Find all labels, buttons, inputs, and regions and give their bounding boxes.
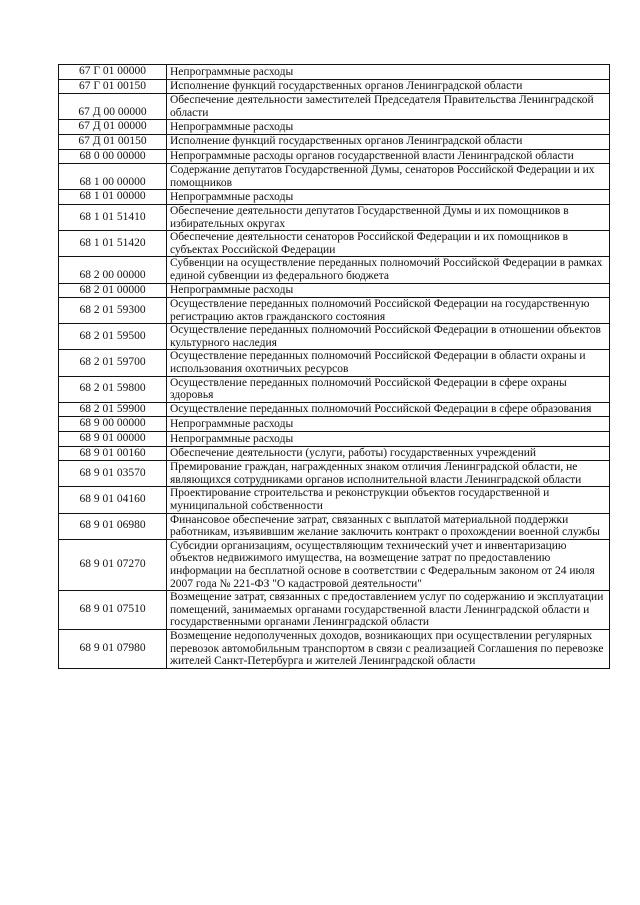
code-cell: 68 9 01 06980 [59, 513, 167, 539]
table-row [59, 94, 610, 120]
budget-classification-table-page [58, 64, 610, 669]
code-cell: 67 Д 01 00000 [59, 120, 167, 135]
table-row [59, 149, 610, 164]
name-cell: Непрограммные расходы [167, 283, 610, 298]
name-cell: Исполнение функций государственных органов Ленинградской области [167, 79, 610, 94]
code-cell: 68 9 01 00160 [59, 446, 167, 461]
table-row [59, 461, 610, 487]
name-cell: Обеспечение деятельности сенаторов Российской Федерации и их помощников в субъектах Российской Федерации [167, 231, 610, 257]
name-cell: Премирование граждан, награжденных знаком отличия Ленинградской области, не являющихся сотрудниками органов исполнительной власти Ленинградской области [167, 461, 610, 487]
code-cell: 68 9 01 07270 [59, 539, 167, 590]
table-row [59, 591, 610, 630]
name-cell: Содержание депутатов Государственной Думы, сенаторов Российской Федерации и их помощников [167, 164, 610, 190]
name-cell: Непрограммные расходы [167, 417, 610, 432]
code-cell: 68 9 01 07510 [59, 591, 167, 630]
table-row [59, 350, 610, 376]
name-cell: Осуществление переданных полномочий Российской Федерации на государственную регистрацию актов гражданского состояния [167, 298, 610, 324]
code-cell: 68 2 01 59900 [59, 402, 167, 417]
code-cell: 68 2 01 00000 [59, 283, 167, 298]
table-row [59, 539, 610, 590]
code-cell: 68 1 01 51420 [59, 231, 167, 257]
code-cell: 68 0 00 00000 [59, 149, 167, 164]
code-cell: 67 Г 01 00150 [59, 79, 167, 94]
name-cell: Осуществление переданных полномочий Российской Федерации в сфере образования [167, 402, 610, 417]
code-cell: 68 9 01 00000 [59, 432, 167, 447]
name-cell: Проектирование строительства и реконструкции объектов государственной и муниципальной собственности [167, 487, 610, 513]
code-cell: 67 Д 00 00000 [59, 94, 167, 120]
name-cell: Обеспечение деятельности заместителей Председателя Правительства Ленинградской области [167, 94, 610, 120]
name-cell: Субвенции на осуществление переданных полномочий Российской Федерации в рамках единой субвенции из федерального бюджета [167, 257, 610, 283]
code-cell: 67 Г 01 00000 [59, 65, 167, 80]
table-row [59, 376, 610, 402]
name-cell: Обеспечение деятельности (услуги, работы) государственных учреждений [167, 446, 610, 461]
code-cell: 68 9 00 00000 [59, 417, 167, 432]
name-cell: Осуществление переданных полномочий Российской Федерации в сфере охраны здоровья [167, 376, 610, 402]
table-row [59, 513, 610, 539]
name-cell: Обеспечение деятельности депутатов Государственной Думы и их помощников в избирательных округах [167, 204, 610, 230]
name-cell: Исполнение функций государственных органов Ленинградской области [167, 134, 610, 149]
table-row [59, 79, 610, 94]
name-cell: Возмещение недополученных доходов, возникающих при осуществлении регулярных перевозок автомобильным транспортом в связи с реализацией Соглашения по перевозке жителей Санкт-Петербурга и жителей Ленинградской области [167, 629, 610, 668]
name-cell: Непрограммные расходы [167, 65, 610, 80]
table-row [59, 283, 610, 298]
table-row [59, 324, 610, 350]
code-cell: 68 1 00 00000 [59, 164, 167, 190]
name-cell: Непрограммные расходы [167, 432, 610, 447]
table-row [59, 134, 610, 149]
name-cell: Возмещение затрат, связанных с предоставлением услуг по содержанию и эксплуатации помещений, занимаемых органами государственной власти Ленинградской области и государственными органами Ленинградской области [167, 591, 610, 630]
table-row [59, 446, 610, 461]
name-cell: Осуществление переданных полномочий Российской Федерации в отношении объектов культурного наследия [167, 324, 610, 350]
table-row [59, 629, 610, 668]
code-cell: 67 Д 01 00150 [59, 134, 167, 149]
table-row [59, 298, 610, 324]
table-row [59, 120, 610, 135]
name-cell: Субсидии организациям, осуществляющим технический учет и инвентаризацию объектов недвижимого имущества, на возмещение затрат по предоставлению информации на бесплатной основе в соответствии с Федеральным законом от 24 июля 2007 года № 221-ФЗ "О кадастровой деятельности" [167, 539, 610, 590]
table-row [59, 231, 610, 257]
code-cell: 68 9 01 03570 [59, 461, 167, 487]
code-cell: 68 9 01 04160 [59, 487, 167, 513]
table-row [59, 190, 610, 205]
table-body [59, 65, 610, 669]
name-cell: Непрограммные расходы [167, 190, 610, 205]
code-cell: 68 2 01 59300 [59, 298, 167, 324]
table-row [59, 164, 610, 190]
table-row [59, 204, 610, 230]
code-cell: 68 9 01 07980 [59, 629, 167, 668]
table-row [59, 432, 610, 447]
table-row [59, 402, 610, 417]
code-cell: 68 1 01 00000 [59, 190, 167, 205]
code-cell: 68 2 01 59700 [59, 350, 167, 376]
table-row [59, 487, 610, 513]
table-row [59, 65, 610, 80]
code-cell: 68 1 01 51410 [59, 204, 167, 230]
name-cell: Осуществление переданных полномочий Российской Федерации в области охраны и использования охотничьих ресурсов [167, 350, 610, 376]
table-row [59, 257, 610, 283]
code-cell: 68 2 01 59500 [59, 324, 167, 350]
code-cell: 68 2 00 00000 [59, 257, 167, 283]
code-cell: 68 2 01 59800 [59, 376, 167, 402]
name-cell: Непрограммные расходы органов государственной власти Ленинградской области [167, 149, 610, 164]
name-cell: Непрограммные расходы [167, 120, 610, 135]
budget-codes-table [58, 64, 610, 669]
name-cell: Финансовое обеспечение затрат, связанных с выплатой материальной поддержки работникам, изъявившим желание заключить контракт о прохождении военной службы [167, 513, 610, 539]
table-row [59, 417, 610, 432]
